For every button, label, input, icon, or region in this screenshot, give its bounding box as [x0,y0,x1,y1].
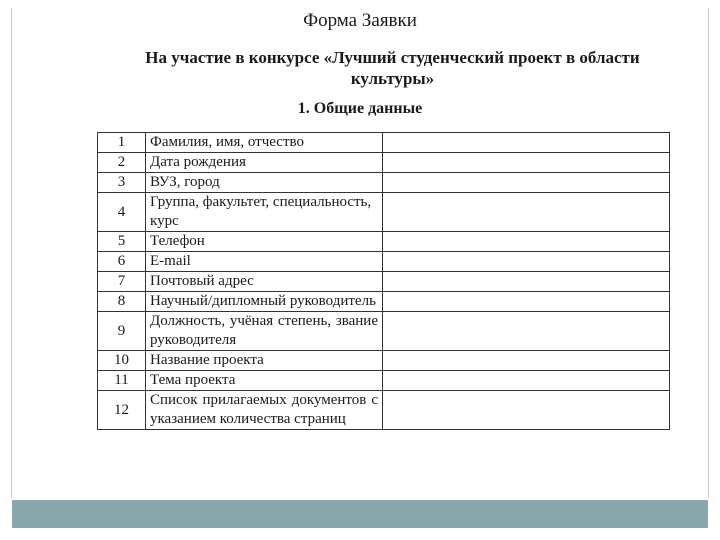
row-number: 4 [98,193,146,232]
section-heading: 1. Общие данные [297,100,423,117]
row-number: 1 [98,133,146,153]
table-row [98,371,670,391]
row-number: 8 [98,292,146,312]
answer-cell[interactable] [383,391,670,430]
row-label: Группа, факультет, специальность, курс [146,193,383,232]
answer-cell[interactable] [383,232,670,252]
row-number: 7 [98,272,146,292]
answer-cell[interactable] [383,133,670,153]
row-number: 3 [98,173,146,193]
row-label: Фамилия, имя, отчество [146,133,383,153]
row-label: Название проекта [146,351,383,371]
row-label: Должность, учёная степень, звание руководителя [146,312,383,351]
row-label: ВУЗ, город [146,173,383,193]
row-number: 12 [98,391,146,430]
frame-left-border [11,8,12,498]
answer-cell[interactable] [383,193,670,232]
row-number: 5 [98,232,146,252]
table-row [98,391,670,430]
table-row [98,312,670,351]
row-label: Список прилагаемых документов с указанием количества страниц [146,391,383,430]
footer-bar [12,500,708,528]
table-row [98,193,670,232]
row-label: Тема проекта [146,371,383,391]
table-row [98,133,670,153]
answer-cell[interactable] [383,292,670,312]
row-number: 2 [98,153,146,173]
table-row [98,173,670,193]
answer-cell[interactable] [383,173,670,193]
row-number: 11 [98,371,146,391]
answer-cell[interactable] [383,153,670,173]
row-number: 10 [98,351,146,371]
row-number: 6 [98,252,146,272]
table-row [98,272,670,292]
answer-cell[interactable] [383,272,670,292]
answer-cell[interactable] [383,252,670,272]
table-row [98,351,670,371]
frame-right-border [708,8,709,498]
row-number: 9 [98,312,146,351]
row-label: Дата рождения [146,153,383,173]
row-label: Почтовый адрес [146,272,383,292]
application-form-table [97,132,670,430]
answer-cell[interactable] [383,312,670,351]
table-row [98,292,670,312]
answer-cell[interactable] [383,351,670,371]
table-row [98,232,670,252]
page-title: Форма Заявки [303,10,417,31]
row-label: E-mail [146,252,383,272]
table-row [98,252,670,272]
answer-cell[interactable] [383,371,670,391]
row-label: Научный/дипломный руководитель [146,292,383,312]
row-label: Телефон [146,232,383,252]
table-row [98,153,670,173]
page-subtitle: На участие в конкурсе «Лучший студенческий проект в области культуры» [145,48,640,88]
